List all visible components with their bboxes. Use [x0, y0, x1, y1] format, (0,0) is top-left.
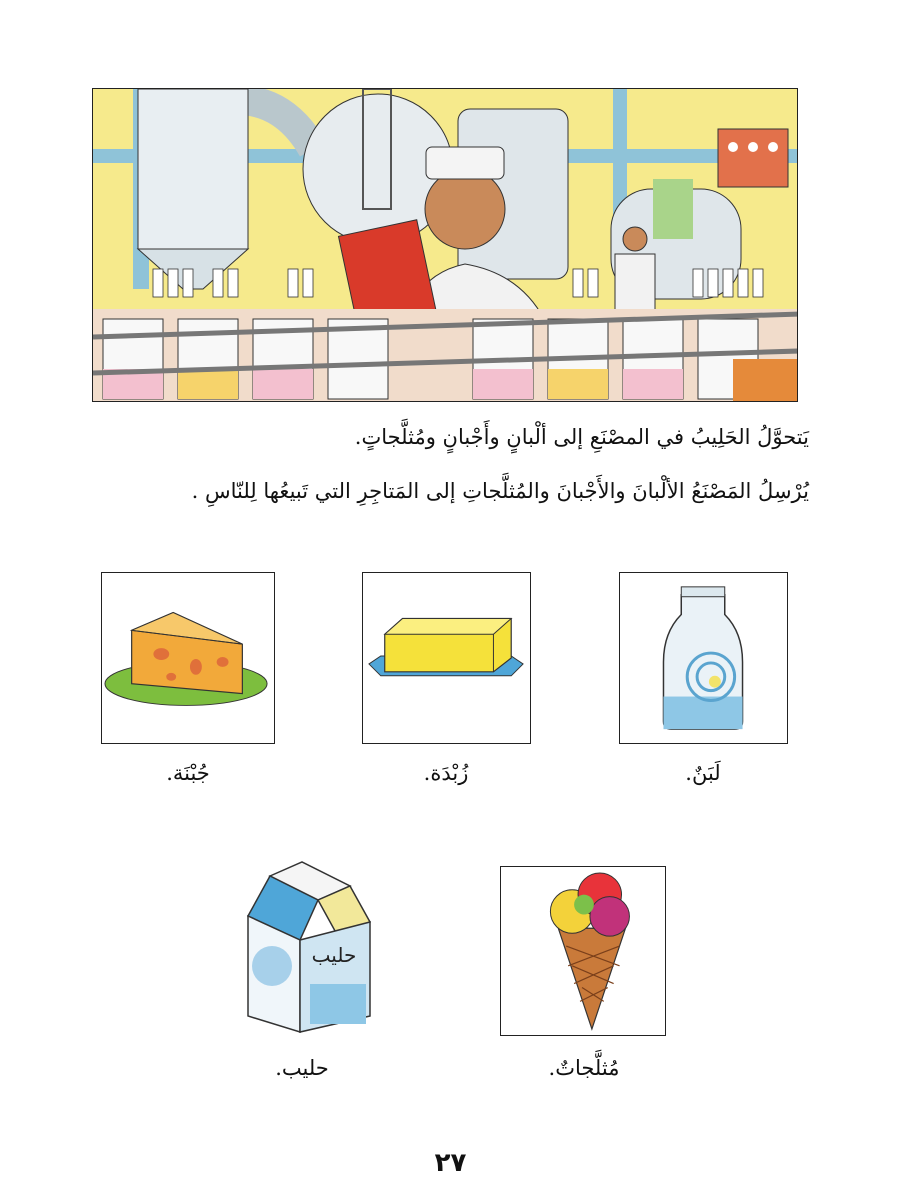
ice-cream-icon — [501, 867, 665, 1035]
butter-icon — [363, 573, 530, 743]
milk-carton-card — [240, 856, 380, 1036]
cheese-card — [101, 572, 275, 744]
caption-halib: حليب. — [275, 1056, 329, 1080]
butter-card — [362, 572, 531, 744]
factory-illustration — [92, 88, 798, 402]
page-number: ٢٧ — [434, 1148, 467, 1178]
carton-label: حليب — [311, 943, 357, 967]
caption-jubna: جُبْنَة. — [166, 761, 210, 785]
ice-cream-card — [500, 866, 666, 1036]
paragraph-line-2: يُرْسِلُ المَصْنَعُ الألْبانَ والأَجْبانَ والمُثلَّجاتِ إلى المَتاجِرِ التي تَبيعُها لِلنّاسِ . — [191, 479, 809, 503]
caption-muthallajat: مُثلَّجاتٌ. — [548, 1056, 620, 1080]
milk-carton-icon — [240, 856, 380, 1036]
milk-bottle-card — [619, 572, 788, 744]
paragraph-line-1: يَتحوَّلُ الحَلِيبُ في المصْنَعِ إلى ألْبانٍ وأَجْبانٍ ومُثلَّجاتٍ. — [354, 425, 809, 449]
caption-zubda: زُبْدَة. — [423, 761, 469, 785]
cheese-icon — [102, 573, 274, 743]
caption-laban: لَبَنٌ. — [685, 761, 721, 785]
milk-bottle-icon — [620, 573, 787, 743]
